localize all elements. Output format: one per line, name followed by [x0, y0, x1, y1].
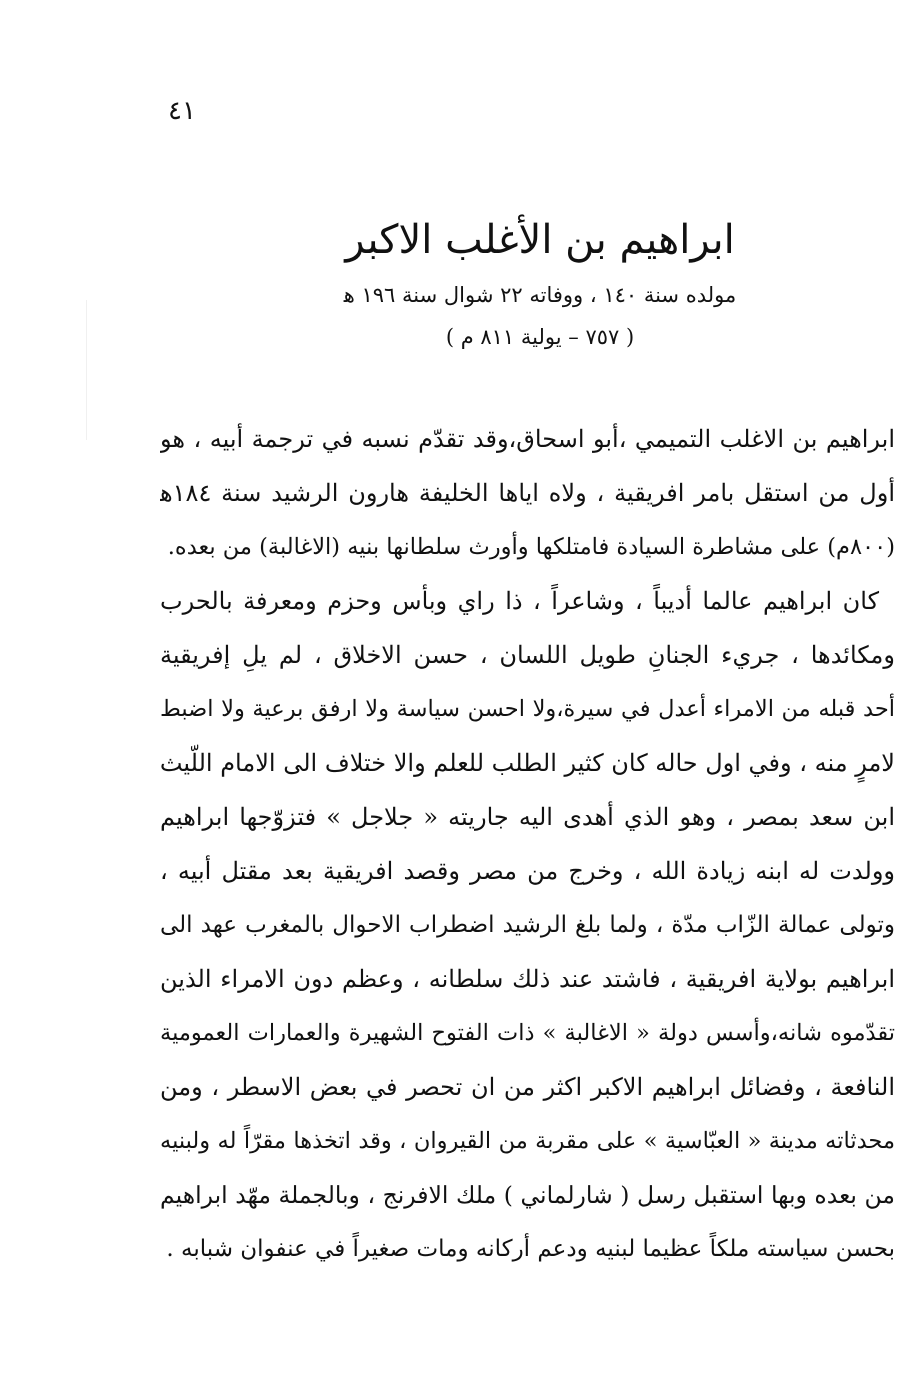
body-line: النافعة ، وفضائل ابراهيم الاكبر اكثر من ان تحصر في بعض الاسطر ، ومن: [160, 1073, 895, 1101]
body-line: تقدّموه شانه،وأسس دولة « الاغالبة » ذات الفتوح الشهيرة والعمارات العمومية: [160, 1020, 895, 1046]
page-number: ٤١: [168, 96, 196, 126]
biography-title: ابراهيم بن الأغلب الاكبر: [345, 217, 735, 263]
hijri-dates: مولده سنة ١٤٠ ، ووفاته ٢٢ شوال سنة ١٩٦ ﻫ: [343, 283, 737, 307]
body-line: ابراهيم بولاية افريقية ، فاشتد عند ذلك سلطانه ، وعظم دون الامراء الذين: [160, 965, 895, 993]
body-line: وتولى عمالة الزّاب مدّة ، ولما بلغ الرشيد اضطراب الاحوال بالمغرب عهد الى: [160, 912, 895, 938]
biography-body: [160, 412, 895, 1276]
body-line: لامرٍ منه ، وفي اول حاله كان كثير الطلب للعلم والا ختلاف الى الامام اللّيث: [160, 749, 895, 777]
gregorian-dates: ( ٧٥٧ – يولية ٨١١ م ): [445, 325, 635, 349]
body-line: محدثاته مدينة « العبّاسية » على مقربة من القيروان ، وقد اتخذها مقرّاً له ولبنيه: [160, 1128, 895, 1154]
body-line: أحد قبله من الامراء أعدل في سيرة،ولا احسن سياسة ولا ارفق برعية ولا اضبط: [160, 696, 895, 722]
margin-shadow: [86, 300, 87, 440]
body-line: (٨٠٠م) على مشاطرة السيادة فامتلكها وأورث سلطانها بنيه (الاغالبة) من بعده.: [167, 534, 895, 560]
body-line: بحسن سياسته ملكاً عظيما لبنيه ودعم أركانه ومات صغيراً في عنفوان شبابه .: [166, 1236, 895, 1262]
body-line: أول من استقل بامر افريقية ، ولاه اياها الخليفة هارون الرشيد سنة ١٨٤ﻫ: [160, 479, 895, 507]
body-line: كان ابراهيم عالما أديباً ، وشاعراً ، ذا راي وبأس وحزم ومعرفة بالحرب: [160, 587, 879, 615]
body-line: ابن سعد بمصر ، وهو الذي أهدى اليه جاريته « جلاجل » فتزوّجها ابراهيم: [160, 803, 895, 831]
body-line: من بعده وبها استقبل رسل ( شارلماني ) ملك الافرنج ، وبالجملة مهّد ابراهيم: [160, 1181, 895, 1209]
body-line: ومكائدها ، جريء الجنانِ طويل اللسان ، حسن الاخلاق ، لم يلِ إفريقية: [160, 641, 895, 669]
body-line: وولدت له ابنه زيادة الله ، وخرج من مصر وقصد افريقية بعد مقتل أبيه ،: [160, 857, 895, 885]
body-line: ابراهيم بن الاغلب التميمي ،أبو اسحاق،وقد تقدّم نسبه في ترجمة أبيه ، هو: [160, 425, 895, 453]
